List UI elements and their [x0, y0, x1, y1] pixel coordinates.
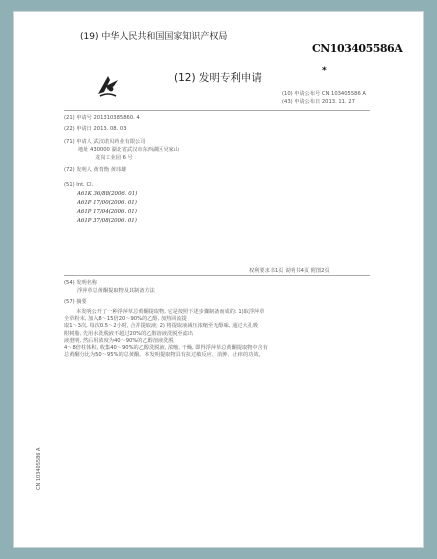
- ipc-class: A61P 37/08(2006. 01): [77, 218, 137, 224]
- int-cl-label: (51) Int. Cl.: [64, 182, 94, 188]
- publication-date: (43) 申请公布日 2013. 11. 27: [282, 99, 355, 105]
- ipc-class: A61P 17/04(2006. 01): [77, 209, 137, 215]
- header-divider: [64, 110, 370, 111]
- abstract-line: 4～8倍柱体积, 收集40～90%的乙醇洗脱液, 浓缩, 干燥, 即得浮萍草总黄酮提取物中含有: [64, 345, 268, 352]
- invention-title: 浮萍草总黄酮提取物及其制备方法: [77, 288, 155, 294]
- abstract-line: 全草粉末, 加入8～15倍20～90%的乙醇, 加热回流提: [64, 316, 187, 323]
- address-line-2: 龙岗工业园 6 号: [95, 155, 133, 161]
- abstract-label: (57) 摘要: [64, 299, 87, 305]
- application-date: (22) 申请日 2013. 08. 03: [64, 126, 127, 132]
- side-publication-number: CN 103405586 A: [36, 447, 42, 490]
- asterisk-mark: *: [322, 66, 327, 76]
- page-count: 权利要求书1页 说明书4页 附图2页: [249, 268, 330, 274]
- document-type: (12) 发明专利申请: [174, 72, 262, 84]
- abstract-line: 附树脂, 先用水洗脱液不超过20%的乙醇溶液洗脱至滤出: [64, 330, 193, 337]
- abstract-line: 本发明公开了一种浮萍草总黄酮提取物, 它是按照下述步骤制备而成的: 1)取浮萍草: [76, 309, 265, 315]
- cnipa-emblem-icon: [94, 72, 122, 100]
- abstract-line: 取1～3次, 每次0.5～2小时, 合并提取液; 2) 将提取液减压浓缩至无醇味, 通过大孔吸: [64, 323, 259, 330]
- patent-page: [13, 11, 424, 548]
- abstract-line: 液澄明, 然后用浓度为40～90%的乙醇溶液洗脱: [64, 337, 174, 344]
- abstract-text: [64, 309, 394, 359]
- abstract-line: 总黄酮分比为50～95%的总黄酮。本发明提取物具有抗过敏反应、消肿、止痒的功效。: [64, 352, 264, 359]
- publication-barcode: CN103405586A: [312, 42, 403, 55]
- inventors: (72) 发明人 黄育衡 黄玮雄: [64, 167, 127, 173]
- office-name: (19) 中华人民共和国国家知识产权局: [80, 32, 228, 42]
- ipc-class: A61P 17/00(2006. 01): [77, 200, 137, 206]
- application-number: (21) 申请号 201310385860. 4: [64, 115, 140, 121]
- ipc-class: A61K 36/88(2006. 01): [77, 191, 138, 197]
- publication-number: (10) 申请公布号 CN 103405586 A: [282, 91, 366, 97]
- applicant: (71) 申请人 武汉诺贝药业有限公司: [64, 139, 146, 145]
- address-line-1: 地址 430000 湖北省武汉市东西湖区吴家山: [78, 147, 179, 153]
- biblio-divider: [64, 275, 370, 276]
- title-label: (54) 发明名称: [64, 280, 98, 286]
